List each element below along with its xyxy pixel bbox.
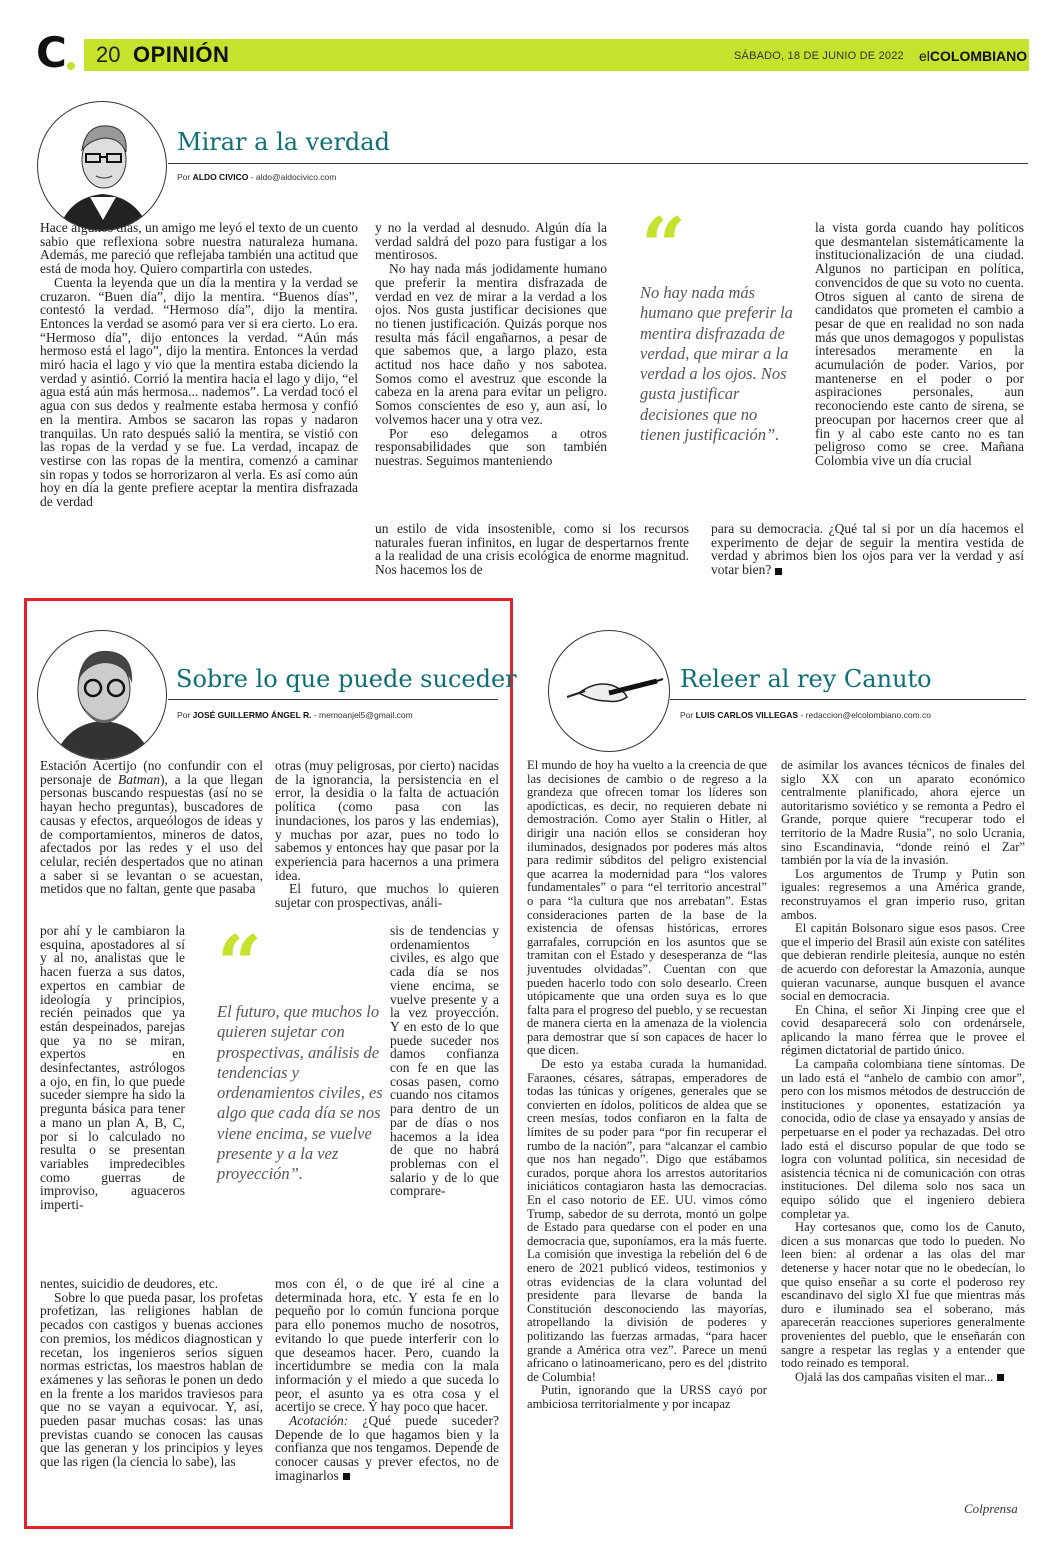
end-mark-icon [343,1473,350,1480]
logo-dot [67,62,75,70]
article-column-1-wrap: por ahí y le cambiaron la esquina, apostadores al sí y al no, analistas que le hacen fuerza a sus datos, expertos en cambiar de ideología y principios, recién peinados que ya están despeinados, parejas que ya no se miran, expertos en desinfectantes, astrólogos a ojo, en fin, lo que puede suceder siempre ha sido la pregunta básica para tener a mano un plan A, B, C, por si lo calculado no resulta o se presentan variables impredecibles como guerras de improviso, aguaceros imperti- [40,923,185,1213]
portrait-illustration-icon [38,631,167,760]
article-column-2: y no la verdad al desnudo. Algún día la verdad saldrá del pozo para fustigar a los mentirosos. No hay nada más jodidamente humano que preferir la mentira disfrazada de verdad en vez de mirar a la verdad a los ojos. Nos gusta justificar decisiones que no tienen justificación. Quizás porque nos resulta más fácil engañarnos, a pesar de que sabemos que, a largo plazo, esta actitud nos hace daño y nos sabotea. Somos como el avestruz que esconde la cabeza en la arena para evitar un peligro. Somos conscientes de eso y, aun así, lo volvemos hacer una y otra vez. Por eso delegamos a otros responsabilidades que son también nuestras. Seguimos manteniendo [375,220,607,468]
byline: Por ALDO CIVICO - aldo@aldocivico.com [177,172,337,182]
page-number: 20 [96,42,121,67]
article-column-2-continued: un estilo de vida insostenible, como si los recursos naturales fueran infinitos, en lugar de despertarnos frente a la realidad de una crisis ecológica de enorme magnitud. Nos hacemos los de [375,521,689,578]
logo-icon: C [36,28,67,77]
article-column-2: otras (muy peligrosas, por cierto) nacidas de la ignorancia, la persistencia en el error, la desidia o la falta de actuación política (como pasa con las inundaciones, los paros y las endemias), y muchas por azar, pues no todo lo sabemos y entonces hay que pasar por la experiencia para hacernos a una primera idea. El futuro, que muchos lo quieren sujetar con prospectivas, análi- [275,758,499,911]
quote-mark-icon: “ [217,919,262,1010]
quote-mark-icon: “ [641,201,686,292]
section-title: OPINIÓN [133,42,230,67]
brand-name: elCOLOMBIANO [919,48,1028,64]
publication-date: SÁBADO, 18 DE JUNIO DE 2022 [734,50,904,62]
byline: Por LUIS CARLOS VILLEGAS - redaccion@elcolombiano.com.co [680,710,931,720]
article-column-1-end: nentes, suicidio de deudores, etc. Sobre lo que pueda pasar, los profetas profetizan, las religiones hablan de pecados con castigos y buenas acciones con premios, los médicos diagnostican y recetan, los ingenieros serios siguen normas estrictas, los maestros hablan de exámenes y las señoras le ponen un dedo en la frente a los maridos traviesos para que no se vayan a equivocar. Y, así, pueden pasar muchas cosas: las unas previstas cuando se conocen las causas que las generan y los principios y leyes que las rigen (la ciencia lo sabe), las [40,1276,263,1470]
author-portrait-civico [37,101,167,231]
author-portrait-villegas [548,630,670,752]
article-column-1: Estación Acertijo (no confundir con el personaje de Batman), a la que llegan personas buscando respuestas (así no se hayan hecho preguntas), buscadores de causas y efectos, arqueólogos de ideas y de comportamientos, mineros de datos, afectados por las redes y el uso del celular, recién despertados que no atinan a saber si se levantan o se acuestan, metidos que no faltan, gente que pasaba [40,758,264,897]
portrait-illustration-icon [38,102,167,231]
article-column-1: Hace algunos días, un amigo me leyó el texto de un cuento sabio que reflexiona sobre nuestra naturaleza humana. Además, me pareció que reflejaba también una actitud que está de moda hoy. Quiero compartirla con ustedes. Cuenta la leyenda que un día la mentira y la verdad se cruzaron. “Buen día”, dijo la mentira. “Buenos días”, contestó la verdad. “Hermoso día”, dijo la mentira. Entonces la verdad se asomó para ver si era cierto. Lo era. “Hermoso día”, dijo entonces la verdad. “Aún más hermoso está el lago”, dijo la mentira. Entonces la verdad miró hacia el lago y vio que la mentira estaba diciendo la verdad y asintió. Corrió la mentira hacia el lago y dijo, “el agua está aún más hermosa... nademos”. La verdad tocó el agua con sus dedos y realmente estaba hermosa y confió en la mentira. Ambos se sacaron las ropas y nadaron tranquilas. Un rato después salió la mentira, se vistió con las ropas de la verdad y se fue. La verdad, incapaz de vestirse con las ropas de la mentira, comenzó a caminar sin ropas y todos se horrorizaron al verla. Es así como aún hoy en día la gente prefiere aceptar la mentira disfrazada de verdad [40,220,358,510]
byline: Por JOSÉ GUILLERMO ÁNGEL R. - memoanjel5@gmail.com [177,710,413,720]
divider [670,699,1026,700]
article-column-3-continued: para su democracia. ¿Qué tal si por un día hacemos el experimento de dejar de seguir la mentira vestida de verdad y abrimos bien los ojos para ver la verdad y así votar bien? [711,521,1024,578]
author-portrait-angel [37,630,167,760]
article-column-2-wrap: sis de tendencias y ordenamientos civiles, es algo que cada día se nos viene encima, se vuelve presente y a la vez proyección. Y en esto de lo que puede suceder nos damos confianza con fe en que las cosas pasen, como cuando nos citamos para dentro de un par de días o nos hacemos a la idea de que no habrá problemas con el salario y de lo que comprare- [390,923,499,1199]
divider [168,699,498,700]
divider [168,163,1028,164]
pull-quote: El futuro, que muchos lo quieren sujetar con prospectivas, análisis de tendencias y ordenamientos civiles, es algo que cada día se nos viene encima, se vuelve presente y a la vez proyección”. [217,1002,383,1184]
article-title: Mirar a la verdad [177,128,390,156]
article-title: Releer al rey Canuto [680,665,932,693]
article-column-1: El mundo de hoy ha vuelto a la creencia de que las decisiones de cambio o de regreso a la grandeza que ofrecen tomar los líderes son apodícticas, es decir, no requieren debate ni demostración. Como ayer Stalin o Hitler, al dirigir una nación ellos se consideran hoy iluminados, designados por poderes más altos para redimir súbditos del peligro existencial que acarrea la modernidad para “los valores fundamentales” o para “el territorio ancestral” o para “la cultura que nos arrebatan”. Estas consideraciones parten de la base de la existencia de ofensas históricas, errores garrafales, corrupción en los asuntos que se tramitan con el Estado y desesperanza de “las juventudes olvidadas”. Cuentan con que pueden hacerlo todo con solo desearlo. Creen utópicamente que una orden suya es lo que falta para el progreso del pueblo, y se recuestan de manera cierta en la amenaza de la violencia para demostrar que sí son capaces de hacer lo que dicen. De esto ya estaba curada la humanidad. Faraones, césares, sátrapas, emperadores de todas las túnicas y orígenes, generales que se convierten en ídolos, políticos de aldea que se creen mesías, todos confiaron en la falta de límites de su poder para “por fin recuperar el rumbo de la nación”, para “alcanzar el cambio que nos han negado”. Digo que estábamos curados, porque ahora los arrestos autoritarios iniciáticos contagiaron hasta las democracias. En el caso notorio de EE. UU. vimos cómo Trump, sabedor de su derrota, montó un golpe de Estado para quedarse con el poder en una democracia que, suponíamos, era la más fuerte. La comisión que investiga la rebelión del 6 de enero de 2021 publicó videos, testimonios y otras evidencias de la clara voluntad del presidente para llevarse de banda la Constitución desconociendo las mayorías, atropellando la división de poderes y politizando las fuerzas armadas, “para hacer grande a América otra vez”. Parece un menú africano o latinoamericano, pero es del ¡distrito de Columbia! Putin, ignorando que la URSS cayó por ambiciosa territorialmente y por incapaz [527,758,767,1411]
article-column-3: la vista gorda cuando hay políticos que desmantelan sistemáticamente la institucionalización de una ciudad. Algunos no participan en política, convencidos de que su voto no cuenta. Otros siguen al canto de sirena de candidatos que prometen el cambio a pesar de que en realidad no son nada más que unos demagogos y populistas interesados meramente en la acumulación de poder. Varios, por mantenerse en el poder o por aspiraciones personales, aun reconociendo este canto de sirena, se preocupan por hacernos creer que al fin y al cabo este canto no es tan peligroso como se cree. Mañana Colombia vive un día crucial [815,220,1024,468]
end-mark-icon [775,568,782,575]
article-column-2-end: mos con él, o de que iré al cine a determinada hora, etc. Y esta fe en lo pequeño por lo común funciona porque para ello ponemos mucho de nosotros, evitando lo que puede interferir con lo que deseamos hacer. Pero, cuando la incertidumbre se media con la mala información y el miedo a que suceda lo peor, el asunto ya es otra cosa y el acertijo se crece. Y hay poco que hacer. Acotación: ¿Qué puede suceder? Depende de lo que hagamos bien y la confianza que nos tengamos. Depende de conocer causas y prever efectos, no de imaginarlos [275,1276,500,1483]
article-title: Sobre lo que puede suceder [176,665,517,693]
credit: Colprensa [964,1501,1018,1516]
writing-hand-icon [549,631,670,752]
end-mark-icon [997,1374,1004,1381]
pull-quote: No hay nada más humano que preferir la mentira disfrazada de verdad, que mirar a la verdad a los ojos. Nos gusta justificar decisiones que no tienen justificación”. [640,283,793,445]
article-column-2: de asimilar los avances técnicos de finales del siglo XX con un aparato económico centralmente planificado, ahora ejerce un autoritarismo soviético y se remonta a Pedro el Grande, porque quiere “recuperar todo el territorio de la Madre Rusia”, no solo Ucrania, sino Escandinavia, “donde reinó el Zar” también por la vía de la invasión. Los argumentos de Trump y Putin son iguales: regresemos a una América grande, reconstruyamos el gran imperio ruso, gritan ambos. El capitán Bolsonaro sigue esos pasos. Cree que el imperio del Brasil aún existe con satélites que debieran rendirle pleitesía, aunque no estén de acuerdo con deforestar la Amazonía, aunque quieran vacunarse, aunque busquen el avance social en democracia. En China, el señor Xi Jinping cree que el covid desaparecerá solo con ordenársele, aplicando la mano férrea que le provee el régimen dictatorial de partido único. La campaña colombiana tiene síntomas. De un lado está el “anhelo de cambio con amor”, pero con los mismos métodos de destrucción de instituciones y oponentes, estatización ya conocida, odio de clase ya ensayado y ansias de perpetuarse en el poder ya rechazadas. Del otro lado está el discurso popular de que todo se logra con voluntad política, sin necesidad de asistencia técnica ni de comunicación con otras instituciones. Del dilema solo nos saca un equipo sólido que el ingeniero debiera completar ya. Hay cortesanos que, como los de Canuto, dicen a sus monarcas que todo lo pueden. No leen bien: al ordenar a las olas del mar detenerse y hacer notar que no le obedecían, lo que quiso enseñar a su corte el poderoso rey escandinavo del siglo XI fue que mientras más duro e iluminado sea el soberano, más aparecerán reacciones superiores generalmente provenientes del pueblo, que le enseñarán con sangre a respetar las reglas y a entender que todo reinado es temporal. Ojalá las dos campañas visiten el mar... [781,758,1025,1384]
